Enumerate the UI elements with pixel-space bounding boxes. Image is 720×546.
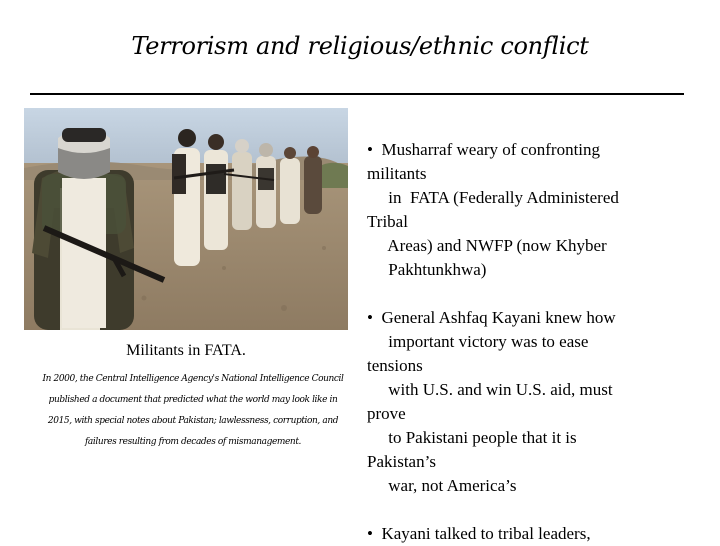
- bullet-line: tensions: [367, 356, 423, 375]
- bullet-line: war, not America’s: [367, 476, 517, 495]
- bullet-line: Pakistan’s: [367, 452, 436, 471]
- bullet-line: with U.S. and win U.S. aid, must: [367, 380, 613, 399]
- bullet-line: Tribal: [367, 212, 408, 231]
- bullet-marker: •: [367, 308, 373, 327]
- bullet-line: Pakhtunkhwa): [367, 260, 487, 279]
- bullet-line: to Pakistani people that it is: [367, 428, 577, 447]
- slide-title: Terrorism and religious/ethnic conflict: [131, 32, 589, 60]
- bullet-line: • General Ashfaq Kayani knew how: [367, 308, 616, 327]
- bullet-line: • Kayani talked to tribal leaders,: [367, 524, 591, 543]
- bullet-item: [367, 306, 697, 498]
- bullet-line: in FATA (Federally Administered: [367, 188, 619, 207]
- bullet-item: [367, 138, 697, 282]
- bullet-item: [367, 522, 697, 546]
- bullet-marker: •: [367, 524, 373, 543]
- bullet-line: militants: [367, 164, 427, 183]
- photo-note: In 2000, the Central Intelligence Agency's National Intelligence Council published a document that predicted what the world may look like in 2015, with special notes about Pakistan; lawlessness, corruption, and failures resulting from decades of mismanagement.: [42, 374, 344, 447]
- bullet-list: [367, 138, 697, 546]
- bullet-line: Areas) and NWFP (now Khyber: [367, 236, 607, 255]
- bullet-line: important victory was to ease: [367, 332, 589, 351]
- bullet-line: prove: [367, 404, 406, 423]
- bullet-line: • Musharraf weary of confronting: [367, 140, 601, 159]
- bullet-marker: •: [367, 140, 373, 159]
- title-divider: [30, 93, 684, 95]
- photo-caption: Militants in FATA.: [126, 342, 246, 359]
- militants-photo: [24, 108, 348, 330]
